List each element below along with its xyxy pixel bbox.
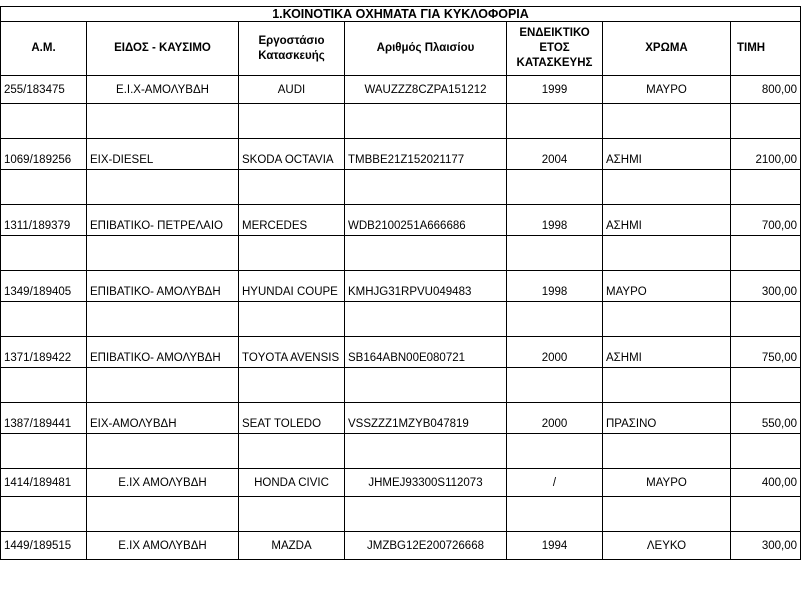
cell-plaisio: WDB2100251A666686 bbox=[345, 205, 507, 236]
cell-xroma: ΑΣΗΜΙ bbox=[603, 337, 731, 368]
cell-plaisio: JHMEJ93300S112073 bbox=[345, 469, 507, 497]
cell-plaisio: VSSZZZ1MZYB047819 bbox=[345, 403, 507, 434]
cell-timi: 550,00 bbox=[731, 403, 801, 434]
spacer-cell bbox=[345, 170, 507, 205]
cell-eidos: Ε.ΙΧ ΑΜΟΛΥΒΔΗ bbox=[87, 532, 239, 560]
spacer-cell bbox=[507, 170, 603, 205]
cell-am: 1311/189379 bbox=[1, 205, 87, 236]
cell-etos: 1998 bbox=[507, 271, 603, 302]
spacer-cell bbox=[731, 368, 801, 403]
spacer-row bbox=[1, 302, 801, 337]
cell-etos: / bbox=[507, 469, 603, 497]
cell-eidos: Ε.ΙΧ ΑΜΟΛΥΒΔΗ bbox=[87, 469, 239, 497]
cell-timi: 2100,00 bbox=[731, 139, 801, 170]
table-row bbox=[1, 337, 801, 368]
cell-eidos: ΕΙΧ-DIESEL bbox=[87, 139, 239, 170]
table-row bbox=[1, 469, 801, 497]
cell-ergostasio: TOYOTA AVENSIS bbox=[239, 337, 345, 368]
cell-timi: 300,00 bbox=[731, 271, 801, 302]
spacer-cell bbox=[603, 497, 731, 532]
header-eidos: ΕΙΔΟΣ - ΚΑΥΣΙΜΟ bbox=[87, 22, 239, 76]
cell-am: 1371/189422 bbox=[1, 337, 87, 368]
spacer-cell bbox=[507, 104, 603, 139]
spacer-cell bbox=[87, 302, 239, 337]
spacer-cell bbox=[345, 236, 507, 271]
cell-xroma: ΜΑΥΡΟ bbox=[603, 271, 731, 302]
cell-xroma: ΜΑΥΡΟ bbox=[603, 76, 731, 104]
table-title: 1.ΚΟΙΝΟΤΙΚΑ ΟΧΗΜΑΤΑ ΓΙΑ ΚΥΚΛΟΦΟΡΙΑ bbox=[1, 7, 801, 22]
spacer-cell bbox=[1, 170, 87, 205]
cell-timi: 700,00 bbox=[731, 205, 801, 236]
spacer-cell bbox=[239, 170, 345, 205]
spacer-cell bbox=[731, 236, 801, 271]
cell-xroma: ΑΣΗΜΙ bbox=[603, 139, 731, 170]
spacer-cell bbox=[603, 368, 731, 403]
cell-eidos: ΕΠΙΒΑΤΙΚΟ- ΑΜΟΛΥΒΔΗ bbox=[87, 271, 239, 302]
cell-etos: 1998 bbox=[507, 205, 603, 236]
cell-ergostasio: HONDA CIVIC bbox=[239, 469, 345, 497]
spacer-cell bbox=[1, 236, 87, 271]
cell-am: 1449/189515 bbox=[1, 532, 87, 560]
spacer-cell bbox=[507, 368, 603, 403]
cell-eidos: Ε.Ι.Χ-ΑΜΟΛΥΒΔΗ bbox=[87, 76, 239, 104]
cell-plaisio: WAUZZZ8CZPA151212 bbox=[345, 76, 507, 104]
table-row bbox=[1, 403, 801, 434]
spacer-cell bbox=[1, 368, 87, 403]
cell-plaisio: JMZBG12E200726668 bbox=[345, 532, 507, 560]
spacer-cell bbox=[731, 434, 801, 469]
spacer-cell bbox=[603, 170, 731, 205]
spacer-row bbox=[1, 236, 801, 271]
spacer-cell bbox=[239, 497, 345, 532]
cell-am: 1069/189256 bbox=[1, 139, 87, 170]
spacer-cell bbox=[345, 497, 507, 532]
spacer-cell bbox=[239, 368, 345, 403]
cell-etos: 1999 bbox=[507, 76, 603, 104]
header-ergostasio: Εργοστάσιο Κατασκευής bbox=[239, 22, 345, 76]
spacer-cell bbox=[1, 434, 87, 469]
cell-etos: 2000 bbox=[507, 337, 603, 368]
spacer-cell bbox=[1, 104, 87, 139]
spacer-cell bbox=[731, 104, 801, 139]
cell-etos: 2000 bbox=[507, 403, 603, 434]
spacer-cell bbox=[507, 302, 603, 337]
spacer-cell bbox=[239, 302, 345, 337]
header-am: Α.Μ. bbox=[1, 22, 87, 76]
spacer-cell bbox=[87, 104, 239, 139]
cell-etos: 2004 bbox=[507, 139, 603, 170]
cell-timi: 750,00 bbox=[731, 337, 801, 368]
spacer-cell bbox=[345, 302, 507, 337]
vehicles-table bbox=[0, 6, 801, 560]
spacer-cell bbox=[603, 302, 731, 337]
spacer-cell bbox=[507, 434, 603, 469]
cell-am: 1414/189481 bbox=[1, 469, 87, 497]
cell-timi: 300,00 bbox=[731, 532, 801, 560]
cell-plaisio: TMBBE21Z152021177 bbox=[345, 139, 507, 170]
table-row bbox=[1, 532, 801, 560]
cell-eidos: ΕΠΙΒΑΤΙΚΟ- ΑΜΟΛΥΒΔΗ bbox=[87, 337, 239, 368]
spacer-row bbox=[1, 170, 801, 205]
header-timi: ΤΙΜΗ bbox=[731, 22, 801, 76]
spacer-cell bbox=[731, 170, 801, 205]
spacer-cell bbox=[345, 434, 507, 469]
spacer-cell bbox=[87, 170, 239, 205]
header-row bbox=[1, 22, 801, 76]
cell-ergostasio: MERCEDES bbox=[239, 205, 345, 236]
header-xroma: ΧΡΩΜΑ bbox=[603, 22, 731, 76]
spacer-cell bbox=[731, 302, 801, 337]
spacer-cell bbox=[507, 236, 603, 271]
cell-ergostasio: SKODA OCTAVIA bbox=[239, 139, 345, 170]
spacer-cell bbox=[1, 497, 87, 532]
spacer-cell bbox=[87, 236, 239, 271]
cell-plaisio: KMHJG31RPVU049483 bbox=[345, 271, 507, 302]
cell-ergostasio: HYUNDAI COUPE bbox=[239, 271, 345, 302]
spacer-cell bbox=[603, 236, 731, 271]
table-row bbox=[1, 76, 801, 104]
spacer-cell bbox=[731, 497, 801, 532]
spacer-cell bbox=[239, 236, 345, 271]
cell-xroma: ΠΡΑΣΙΝΟ bbox=[603, 403, 731, 434]
spacer-cell bbox=[507, 497, 603, 532]
cell-am: 255/183475 bbox=[1, 76, 87, 104]
spacer-cell bbox=[87, 434, 239, 469]
cell-plaisio: SB164ABN00E080721 bbox=[345, 337, 507, 368]
cell-am: 1349/189405 bbox=[1, 271, 87, 302]
cell-xroma: ΜΑΥΡΟ bbox=[603, 469, 731, 497]
cell-eidos: ΕΙΧ-ΑΜΟΛΥΒΔΗ bbox=[87, 403, 239, 434]
spacer-cell bbox=[239, 434, 345, 469]
spacer-row bbox=[1, 104, 801, 139]
cell-xroma: ΑΣΗΜΙ bbox=[603, 205, 731, 236]
table-row bbox=[1, 205, 801, 236]
table-row bbox=[1, 271, 801, 302]
table-body bbox=[1, 76, 801, 560]
spacer-cell bbox=[87, 497, 239, 532]
cell-ergostasio: SEAT TOLEDO bbox=[239, 403, 345, 434]
cell-am: 1387/189441 bbox=[1, 403, 87, 434]
cell-xroma: ΛΕΥΚΟ bbox=[603, 532, 731, 560]
title-row bbox=[1, 7, 801, 22]
spacer-cell bbox=[603, 104, 731, 139]
spacer-row bbox=[1, 434, 801, 469]
cell-etos: 1994 bbox=[507, 532, 603, 560]
cell-timi: 400,00 bbox=[731, 469, 801, 497]
spacer-row bbox=[1, 368, 801, 403]
spacer-cell bbox=[345, 368, 507, 403]
spacer-cell bbox=[239, 104, 345, 139]
spacer-cell bbox=[345, 104, 507, 139]
header-plaisio: Αριθμός Πλαισίου bbox=[345, 22, 507, 76]
cell-ergostasio: AUDI bbox=[239, 76, 345, 104]
spacer-row bbox=[1, 497, 801, 532]
table-row bbox=[1, 139, 801, 170]
cell-timi: 800,00 bbox=[731, 76, 801, 104]
spacer-cell bbox=[87, 368, 239, 403]
cell-eidos: ΕΠΙΒΑΤΙΚΟ- ΠΕΤΡΕΛΑΙΟ bbox=[87, 205, 239, 236]
cell-ergostasio: MAZDA bbox=[239, 532, 345, 560]
spacer-cell bbox=[603, 434, 731, 469]
spacer-cell bbox=[1, 302, 87, 337]
header-etos: ΕΝΔΕΙΚΤΙΚΟ ΕΤΟΣ ΚΑΤΑΣΚΕΥΗΣ bbox=[507, 22, 603, 76]
